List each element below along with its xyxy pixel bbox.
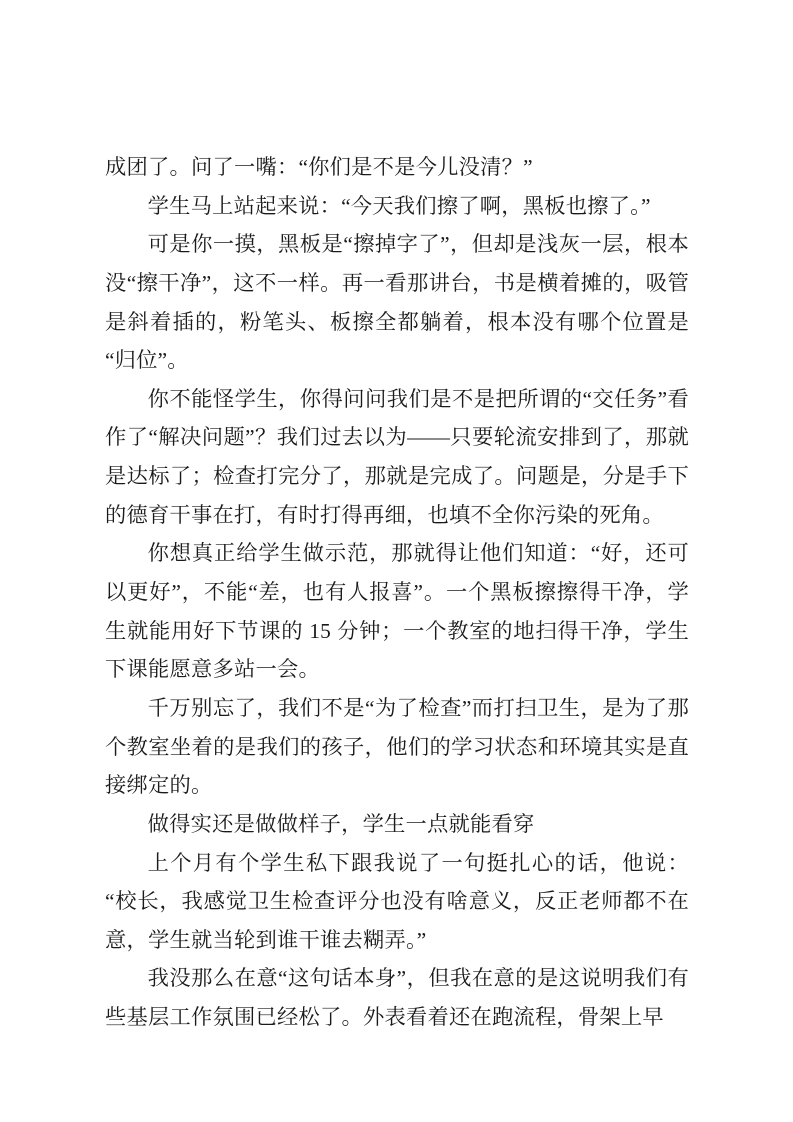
document-body [105,148,689,1037]
paragraph: 成团了。问了一嘴：“你们是不是今儿没清？” [105,155,533,179]
paragraph: 我没那么在意“这句话本身”，但我在意的是这说明我们有些基层工作氛围已经松了。外表看着还在跑流程，骨架上早 [105,966,689,1030]
paragraph: 做得实还是做做样子，学生一点就能看穿 [147,811,535,836]
paragraph: 你不能怪学生，你得问问我们是不是把所谓的“交任务”看作了“解决问题”？我们过去以为——只要轮流安排到了，那就是达标了；检查打完分了，那就是完成了。问题是，分是手下的德育干事在打，有时打得再细，也填不全你污染的死角。 [105,386,689,527]
paragraph: 上个月有个学生私下跟我说了一句挺扎心的话，他说：“校长，我感觉卫生检查评分也没有啥意义，反正老师都不在意，学生就当轮到谁干谁去糊弄。” [105,850,689,952]
paragraph: 千万别忘了，我们不是“为了检查”而打扫卫生，是为了那个教室坐着的是我们的孩子，他们的学习状态和环境其实是直接绑定的。 [105,695,689,798]
paragraph: 可是你一摸，黑板是“擦掉字了”，但却是浅灰一层，根本没“擦干净”，这不一样。再一看那讲台，书是横着摊的，吸管是斜着插的，粉笔头、板擦全都躺着，根本没有哪个位置是“归位”。 [105,232,689,373]
paragraph: 学生马上站起来说：“今天我们擦了啊，黑板也擦了。” [147,193,651,218]
paragraph: 你想真正给学生做示范，那就得让他们知道：“好，还可以更好”，不能“差，也有人报喜”。一个黑板擦擦得干净，学生就能用好下节课的 15 分钟；一个教室的地扫得干净，学生下课能愿意多站一会。 [105,541,689,682]
